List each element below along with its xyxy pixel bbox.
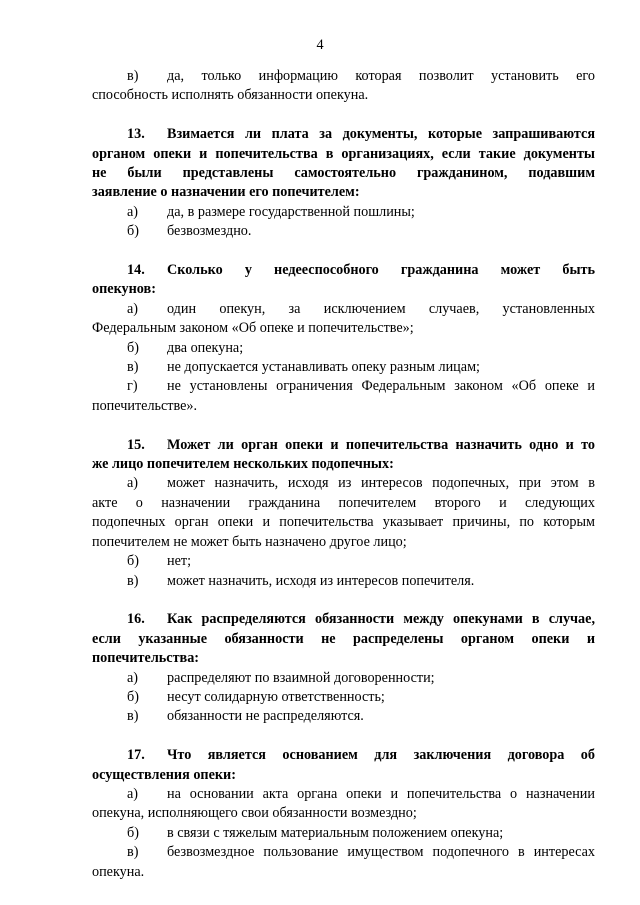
question-text: Сколько у недееспособного гражданина может быть (167, 262, 595, 279)
answer-text: да, только информацию которая позволит установить его (167, 68, 595, 84)
question-text-line: попечительства: (92, 650, 200, 667)
answer-text: безвозмездно. (167, 223, 252, 240)
answer-option-line (92, 688, 595, 707)
answer-text: на основании акта органа опеки и попечительства о назначении (167, 785, 595, 802)
answer-letter: в) (127, 68, 139, 84)
question-text-line: осуществления опеки: (92, 766, 236, 783)
answer-option-line: подопечных орган опеки и попечительства указывает причины, по которым (92, 514, 595, 531)
answer-option-line (92, 339, 595, 358)
question-text-line: заявление о назначении его попечителем: (92, 184, 360, 201)
question-text-line (92, 125, 595, 144)
question-text: Как распределяются обязанности между опекунами в случае, (167, 611, 595, 628)
answer-option-line: опекуна, исполняющего свои обязанности возмездно; (92, 805, 417, 822)
question-text: Может ли орган опеки и попечительства назначить одно и то (167, 436, 595, 453)
question-number: 16. (127, 611, 145, 628)
answer-letter: а) (127, 300, 139, 317)
answer-option-line (92, 824, 595, 843)
answer-text: нет; (167, 553, 192, 570)
answer-letter: б) (127, 688, 139, 705)
question-text-line: если указанные обязанности не распределены органом опеки и (92, 630, 595, 647)
answer-text: в связи с тяжелым материальным положением опекуна; (167, 824, 504, 841)
question-number: 17. (127, 747, 145, 764)
answer-option-line (92, 358, 595, 377)
answer-text: да, в размере государственной пошлины; (167, 203, 415, 220)
question-text-line: органом опеки и попечительства в организациях, если такие документы (92, 145, 595, 162)
answer-text: не установлены ограничения Федеральным законом «Об опеке и (167, 378, 595, 395)
answer-option-line: опекуна. (92, 863, 145, 880)
answer-letter: в) (127, 572, 139, 589)
answer-text: распределяют по взаимной договоренности; (167, 669, 435, 686)
question-number: 14. (127, 262, 145, 279)
lead-answer-line (92, 67, 595, 86)
answer-text: несут солидарную ответственность; (167, 688, 385, 705)
answer-option-line (92, 300, 595, 319)
answer-letter: в) (127, 844, 139, 861)
question-text: Взимается ли плата за документы, которые запрашиваются (167, 126, 595, 143)
answer-letter: а) (127, 203, 139, 220)
question-text-line: не были представлены самостоятельно гражданином, подавшим (92, 165, 595, 182)
question-text-line (92, 610, 595, 629)
question-text-line: опекунов: (92, 281, 156, 298)
answer-letter: а) (127, 785, 139, 802)
page-number: 4 (316, 37, 324, 53)
answer-option-line (92, 474, 595, 493)
answer-option-line (92, 707, 595, 726)
answer-option-line (92, 572, 595, 591)
answer-letter: б) (127, 824, 139, 841)
question-number: 13. (127, 126, 145, 143)
question-text-line (92, 436, 595, 455)
answer-text: обязанности не распределяются. (167, 708, 364, 725)
answer-option-line: акте о назначении гражданина попечителем второго и следующих (92, 494, 595, 511)
answer-letter: в) (127, 708, 139, 725)
question-block (92, 746, 595, 882)
question-block (92, 125, 595, 241)
answer-text: два опекуна; (167, 339, 244, 356)
question-list (92, 125, 595, 882)
answer-letter: в) (127, 359, 139, 376)
answer-option-line: Федеральным законом «Об опеке и попечительстве»; (92, 320, 414, 337)
answer-text: может назначить, исходя из интересов попечителя. (167, 572, 475, 589)
question-block (92, 436, 595, 591)
answer-letter: б) (127, 553, 139, 570)
answer-text: безвозмездное пользование имуществом подопечного в интересах (167, 844, 595, 861)
question-text-line (92, 261, 595, 280)
lead-answer (92, 67, 595, 106)
question-text: Что является основанием для заключения договора об (167, 747, 595, 764)
document-body (92, 67, 595, 882)
question-block (92, 261, 595, 416)
answer-option-line (92, 785, 595, 804)
answer-option-line (92, 552, 595, 571)
answer-option-line: попечителем не может быть назначено другое лицо; (92, 533, 407, 550)
question-text-line (92, 746, 595, 765)
answer-option-line (92, 843, 595, 862)
answer-option-line (92, 203, 595, 222)
answer-letter: б) (127, 223, 139, 240)
answer-text: не допускается устанавливать опеку разным лицам; (167, 359, 480, 376)
answer-text: один опекун, за исключением случаев, установленных (167, 300, 595, 317)
question-block (92, 610, 595, 726)
question-number: 15. (127, 436, 145, 453)
answer-text: может назначить, исходя из интересов подопечных, при этом в (167, 475, 595, 492)
answer-option-line (92, 377, 595, 396)
answer-letter: а) (127, 669, 139, 686)
question-text-line: же лицо попечителем нескольких подопечных: (92, 456, 394, 473)
answer-letter: б) (127, 339, 139, 356)
lead-answer-line: способность исполнять обязанности опекуна. (92, 87, 369, 104)
answer-option-line (92, 222, 595, 241)
answer-letter: а) (127, 475, 139, 492)
answer-option-line (92, 669, 595, 688)
answer-option-line: попечительстве». (92, 397, 198, 414)
answer-letter: г) (127, 378, 138, 395)
